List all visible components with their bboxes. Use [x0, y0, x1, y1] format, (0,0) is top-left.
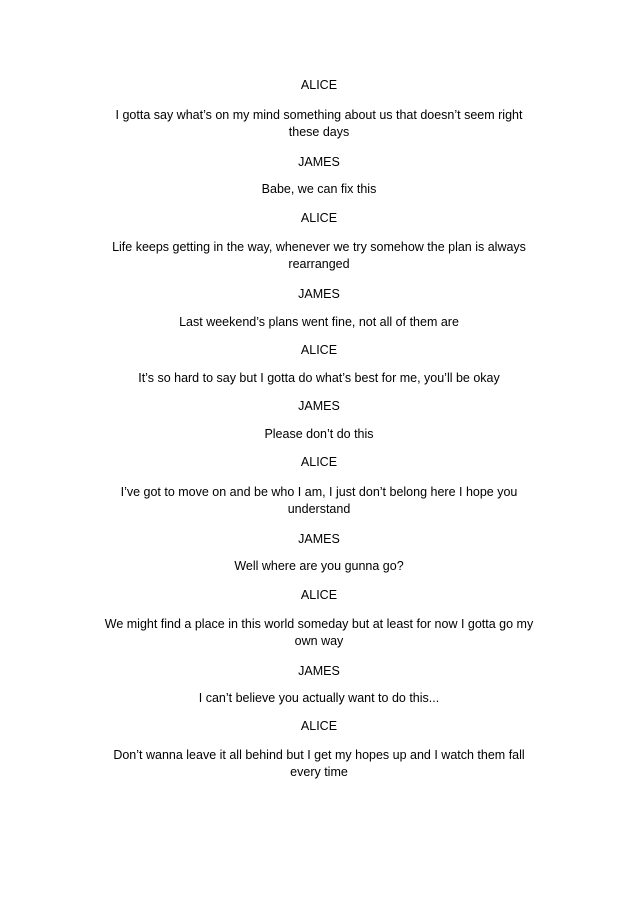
dialogue-line: Babe, we can fix this	[261, 182, 377, 196]
speaker-name: ALICE	[300, 719, 338, 733]
dialogue-line: I gotta say what’s on my mind something about us that doesn’t seem right	[115, 108, 523, 122]
speaker-name: ALICE	[300, 211, 338, 225]
dialogue-line: understand	[287, 502, 351, 516]
dialogue-line: Last weekend’s plans went fine, not all of them are	[179, 315, 459, 329]
speaker-name: JAMES	[298, 532, 340, 546]
speaker-name: JAMES	[298, 664, 340, 678]
dialogue-line: We might find a place in this world someday but at least for now I gotta go my	[104, 617, 534, 631]
dialogue-line: Well where are you gunna go?	[234, 559, 404, 573]
dialogue-line: It’s so hard to say but I gotta do what’s best for me, you’ll be okay	[138, 371, 500, 385]
speaker-name: JAMES	[298, 287, 340, 301]
dialogue-line: Don’t wanna leave it all behind but I get my hopes up and I watch them fall	[113, 748, 525, 762]
speaker-name: ALICE	[300, 343, 338, 357]
dialogue-line: rearranged	[288, 257, 350, 271]
speaker-name: ALICE	[300, 78, 338, 92]
speaker-name: ALICE	[300, 588, 338, 602]
dialogue-line: I can’t believe you actually want to do this...	[198, 691, 440, 705]
dialogue-line: Please don’t do this	[264, 427, 374, 441]
speaker-name: ALICE	[300, 455, 338, 469]
dialogue-line: these days	[288, 125, 350, 139]
speaker-name: JAMES	[298, 155, 340, 169]
dialogue-line: Life keeps getting in the way, whenever we try somehow the plan is always	[112, 240, 526, 254]
dialogue-line: own way	[294, 634, 344, 648]
dialogue-line: I’ve got to move on and be who I am, I just don’t belong here I hope you	[120, 485, 518, 499]
speaker-name: JAMES	[298, 399, 340, 413]
dialogue-line: every time	[290, 765, 348, 779]
